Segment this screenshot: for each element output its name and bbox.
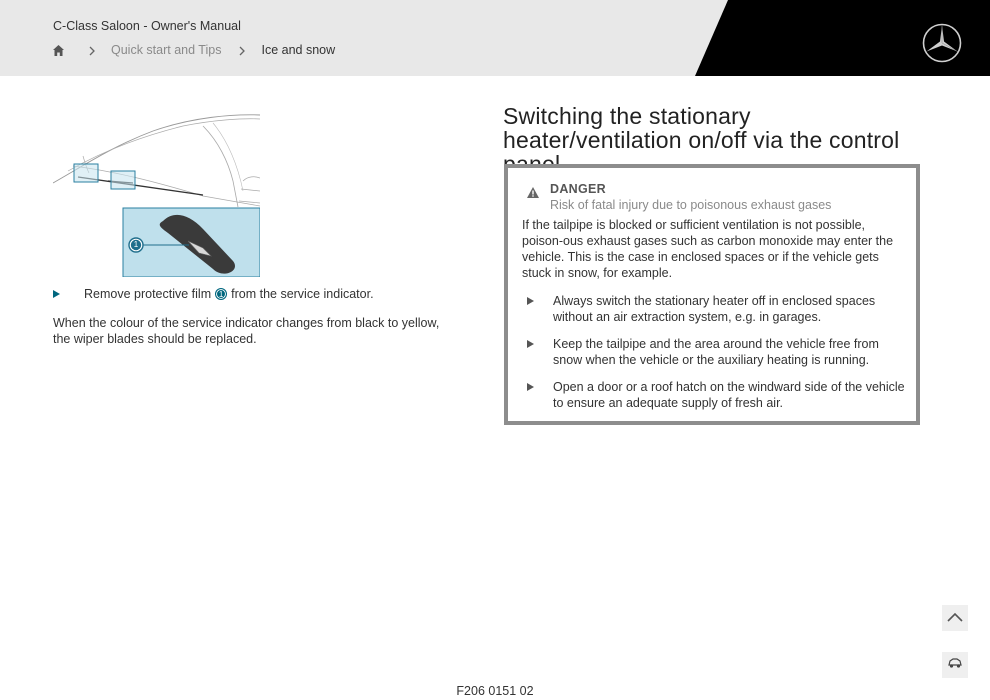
danger-list-item bbox=[522, 293, 906, 325]
danger-text: If the tailpipe is blocked or sufficient ventilation is not possible, poison-ous exhaust gases such as carbon monoxide may enter the vehicle. This is the case in enclosed spaces or if the vehicle gets stuck in snow, for example. bbox=[522, 218, 894, 280]
wiper-info-paragraph: When the colour of the service indicator changes from black to yellow, the wiper blades should be replaced. bbox=[53, 316, 440, 346]
breadcrumb-current: Ice and snow bbox=[261, 43, 336, 57]
breadcrumb-link-quick-start[interactable]: Quick start and Tips bbox=[111, 43, 222, 57]
car-icon bbox=[947, 656, 963, 674]
figure-callout: 1 bbox=[133, 240, 139, 249]
breadcrumb bbox=[52, 41, 335, 59]
danger-list-item bbox=[522, 379, 906, 411]
danger-list-item bbox=[522, 336, 906, 368]
step-text-suffix: from the service indicator. bbox=[231, 287, 374, 301]
list-bullet-icon bbox=[527, 297, 534, 305]
home-icon[interactable] bbox=[52, 44, 65, 57]
list-bullet-icon bbox=[527, 340, 534, 348]
chevron-right-icon bbox=[87, 45, 97, 55]
list-bullet-icon bbox=[527, 383, 534, 391]
vehicle-view-button[interactable] bbox=[942, 652, 968, 678]
chevron-right-icon bbox=[237, 45, 247, 55]
instruction-step bbox=[53, 287, 374, 301]
scroll-to-top-button[interactable] bbox=[942, 605, 968, 631]
doc-title: C-Class Saloon - Owner's Manual bbox=[53, 19, 241, 33]
danger-label: DANGER bbox=[550, 182, 606, 196]
image-reference-code: F206 0151 02 bbox=[456, 684, 534, 698]
danger-list-item-text: Open a door or a roof hatch on the windward side of the vehicle to ensure an adequate supply of fresh air. bbox=[553, 380, 905, 410]
danger-list-item-text: Keep the tailpipe and the area around the vehicle free from snow when the vehicle or the auxiliary heating is running. bbox=[553, 337, 879, 367]
step-text-prefix: Remove protective film bbox=[84, 287, 212, 301]
danger-list-item-text: Always switch the stationary heater off in enclosed spaces without an air extraction system, e.g. in garages. bbox=[553, 294, 876, 324]
mercedes-star-logo[interactable] bbox=[921, 22, 963, 64]
section-heading: Switching the stationary heater/ventilation on/off via the control bbox=[503, 103, 900, 153]
step-bullet-icon bbox=[53, 290, 60, 298]
windscreen-wiper-figure bbox=[53, 111, 260, 277]
chevron-up-icon bbox=[947, 609, 963, 627]
warning-triangle-icon bbox=[526, 186, 540, 199]
danger-subtitle: Risk of fatal injury due to poisonous exhaust gases bbox=[550, 198, 832, 212]
step-callout-badge: 1 bbox=[215, 288, 227, 300]
danger-notice bbox=[504, 164, 920, 425]
